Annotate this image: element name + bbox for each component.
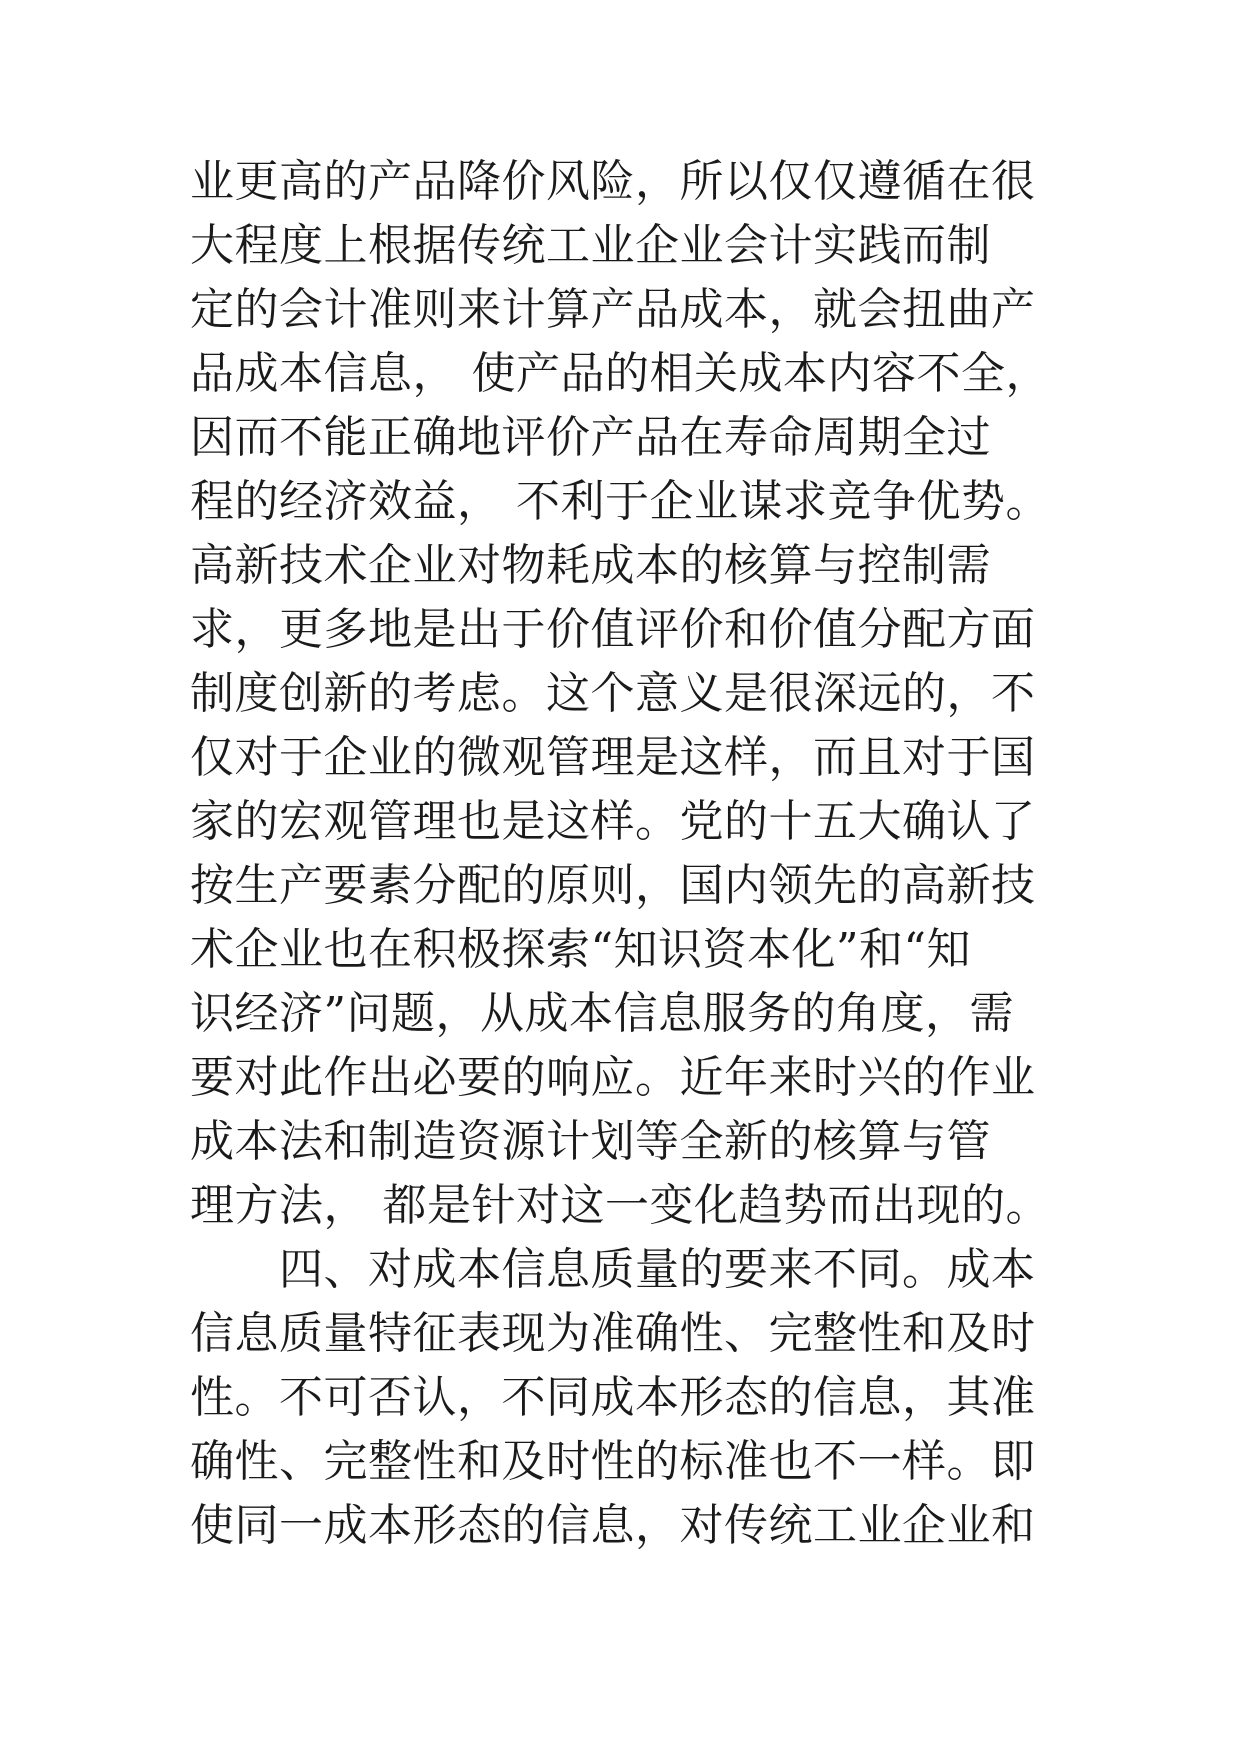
text-line: 程的经济效益， 不利于企业谋求竞争优势。 — [190, 476, 1050, 527]
text-line: 理方法， 都是针对这一变化趋势而出现的。 — [190, 1180, 1050, 1231]
text-line: 性。不可否认，不同成本形态的信息，其准 — [190, 1372, 1036, 1423]
text-line: 品成本信息， 使产品的相关成本内容不全， — [190, 348, 1050, 399]
text-line: 因而不能正确地评价产品在寿命周期全过 — [190, 412, 991, 463]
text-line: 按生产要素分配的原则，国内领先的高新技 — [190, 860, 1036, 911]
text-line: 成本法和制造资源计划等全新的核算与管 — [190, 1116, 991, 1167]
text-line: 确性、完整性和及时性的标准也不一样。即 — [190, 1436, 1036, 1487]
body-text — [190, 150, 1070, 1558]
text-line: 四、对成本信息质量的要来不同。成本 — [190, 1244, 1036, 1295]
text-line: 术企业也在积极探索“知识资本化”和“知 — [190, 924, 971, 975]
text-line: 仅对于企业的微观管理是这样，而且对于国 — [190, 732, 1036, 783]
text-line: 大程度上根据传统工业企业会计实践而制 — [190, 220, 991, 271]
text-line: 求，更多地是出于价值评价和价值分配方面 — [190, 604, 1036, 655]
text-line: 识经济”问题，从成本信息服务的角度，需 — [190, 988, 1014, 1039]
text-line: 制度创新的考虑。这个意义是很深远的，不 — [190, 668, 1036, 719]
text-line: 业更高的产品降价风险，所以仅仅遵循在很 — [190, 156, 1036, 207]
text-line: 高新技术企业对物耗成本的核算与控制需 — [190, 540, 991, 591]
text-line: 定的会计准则来计算产品成本，就会扭曲产 — [190, 284, 1036, 335]
text-line: 使同一成本形态的信息，对传统工业企业和 — [190, 1500, 1036, 1551]
text-line: 要对此作出必要的响应。近年来时兴的作业 — [190, 1052, 1036, 1103]
text-line: 家的宏观管理也是这样。党的十五大确认了 — [190, 796, 1036, 847]
text-line: 信息质量特征表现为准确性、完整性和及时 — [190, 1308, 1036, 1359]
